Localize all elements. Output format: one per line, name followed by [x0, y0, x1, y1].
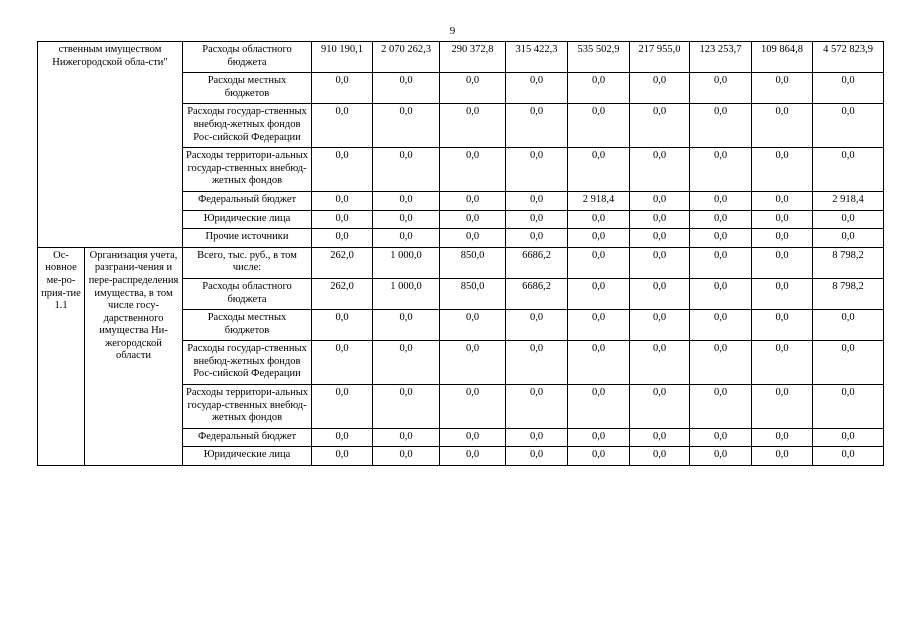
value-cell: 109 864,8 — [752, 42, 813, 73]
value-cell: 0,0 — [690, 310, 752, 341]
value-cell: 0,0 — [312, 447, 373, 466]
value-cell: 910 190,1 — [312, 42, 373, 73]
value-cell: 0,0 — [690, 191, 752, 210]
value-cell: 0,0 — [440, 447, 506, 466]
value-cell: 0,0 — [630, 73, 690, 104]
value-cell: 0,0 — [630, 191, 690, 210]
value-cell: 0,0 — [373, 229, 440, 248]
page-number: 9 — [449, 25, 456, 37]
value-cell: 0,0 — [373, 310, 440, 341]
funding-source-cell: Всего, тыс. руб., в том числе: — [183, 247, 312, 278]
value-cell: 0,0 — [568, 229, 630, 248]
activity-name-cell: Организация учета, разграни-чения и пере-распределения имущества, в том числе госу-дарственного имущества Ни-жегородской области — [85, 247, 183, 465]
value-cell: 0,0 — [813, 310, 884, 341]
value-cell: 0,0 — [312, 148, 373, 192]
value-cell: 0,0 — [690, 341, 752, 385]
value-cell: 0,0 — [813, 148, 884, 192]
value-cell: 2 918,4 — [568, 191, 630, 210]
value-cell: 0,0 — [312, 73, 373, 104]
value-cell: 0,0 — [312, 385, 373, 429]
value-cell: 0,0 — [630, 341, 690, 385]
value-cell: 0,0 — [506, 73, 568, 104]
value-cell: 0,0 — [312, 310, 373, 341]
value-cell: 0,0 — [813, 73, 884, 104]
value-cell: 0,0 — [506, 385, 568, 429]
value-cell: 0,0 — [630, 278, 690, 309]
program-title-cell: ственным имуществом Нижегородской обла-сти" — [38, 42, 183, 248]
value-cell: 0,0 — [440, 341, 506, 385]
value-cell: 2 918,4 — [813, 191, 884, 210]
value-cell: 2 070 262,3 — [373, 42, 440, 73]
value-cell: 0,0 — [690, 247, 752, 278]
value-cell: 0,0 — [568, 148, 630, 192]
value-cell: 0,0 — [312, 229, 373, 248]
value-cell: 0,0 — [506, 104, 568, 148]
value-cell: 0,0 — [752, 428, 813, 447]
value-cell: 0,0 — [752, 278, 813, 309]
value-cell: 0,0 — [752, 210, 813, 229]
value-cell: 0,0 — [373, 148, 440, 192]
value-cell: 0,0 — [440, 385, 506, 429]
value-cell: 0,0 — [813, 104, 884, 148]
value-cell: 0,0 — [630, 447, 690, 466]
funding-source-cell: Юридические лица — [183, 210, 312, 229]
value-cell: 0,0 — [506, 148, 568, 192]
table-body — [38, 42, 884, 466]
value-cell: 315 422,3 — [506, 42, 568, 73]
activity-label-cell: Ос-новное ме-ро-прия-тие 1.1 — [38, 247, 85, 465]
value-cell: 0,0 — [373, 191, 440, 210]
funding-source-cell: Федеральный бюджет — [183, 428, 312, 447]
funding-source-cell: Прочие источники — [183, 229, 312, 248]
funding-source-cell: Расходы государ-ственных внебюд-жетных фондов Рос-сийской Федерации — [183, 341, 312, 385]
value-cell: 0,0 — [630, 229, 690, 248]
value-cell: 0,0 — [752, 73, 813, 104]
funding-source-cell: Расходы местных бюджетов — [183, 73, 312, 104]
value-cell: 8 798,2 — [813, 247, 884, 278]
value-cell: 0,0 — [813, 428, 884, 447]
funding-source-cell: Юридические лица — [183, 447, 312, 466]
value-cell: 0,0 — [752, 229, 813, 248]
value-cell: 0,0 — [630, 148, 690, 192]
value-cell: 6686,2 — [506, 278, 568, 309]
value-cell: 0,0 — [373, 385, 440, 429]
value-cell: 0,0 — [752, 148, 813, 192]
value-cell: 0,0 — [440, 229, 506, 248]
value-cell: 0,0 — [630, 428, 690, 447]
value-cell: 0,0 — [690, 385, 752, 429]
value-cell: 0,0 — [506, 310, 568, 341]
value-cell: 0,0 — [568, 447, 630, 466]
value-cell: 0,0 — [690, 210, 752, 229]
value-cell: 0,0 — [440, 148, 506, 192]
funding-source-cell: Расходы территори-альных государ-ственных внебюд-жетных фондов — [183, 148, 312, 192]
value-cell: 0,0 — [630, 310, 690, 341]
value-cell: 0,0 — [813, 210, 884, 229]
value-cell: 0,0 — [630, 385, 690, 429]
value-cell: 0,0 — [440, 191, 506, 210]
value-cell: 0,0 — [690, 229, 752, 248]
value-cell: 0,0 — [312, 428, 373, 447]
value-cell: 0,0 — [813, 447, 884, 466]
funding-source-cell: Расходы государ-ственных внебюд-жетных фондов Рос-сийской Федерации — [183, 104, 312, 148]
value-cell: 0,0 — [440, 310, 506, 341]
value-cell: 4 572 823,9 — [813, 42, 884, 73]
value-cell: 0,0 — [373, 341, 440, 385]
value-cell: 0,0 — [506, 341, 568, 385]
value-cell: 0,0 — [690, 73, 752, 104]
value-cell: 0,0 — [813, 341, 884, 385]
value-cell: 123 253,7 — [690, 42, 752, 73]
value-cell: 0,0 — [440, 210, 506, 229]
value-cell: 0,0 — [312, 341, 373, 385]
value-cell: 0,0 — [506, 229, 568, 248]
value-cell: 0,0 — [813, 385, 884, 429]
table-row — [38, 247, 884, 278]
value-cell: 0,0 — [312, 210, 373, 229]
value-cell: 0,0 — [752, 385, 813, 429]
value-cell: 0,0 — [752, 247, 813, 278]
value-cell: 0,0 — [568, 278, 630, 309]
value-cell: 262,0 — [312, 247, 373, 278]
value-cell: 0,0 — [690, 148, 752, 192]
value-cell: 0,0 — [373, 428, 440, 447]
value-cell: 8 798,2 — [813, 278, 884, 309]
value-cell: 0,0 — [568, 310, 630, 341]
value-cell: 0,0 — [506, 191, 568, 210]
value-cell: 0,0 — [752, 191, 813, 210]
value-cell: 850,0 — [440, 247, 506, 278]
value-cell: 0,0 — [440, 428, 506, 447]
value-cell: 0,0 — [630, 104, 690, 148]
value-cell: 1 000,0 — [373, 247, 440, 278]
value-cell: 0,0 — [373, 447, 440, 466]
value-cell: 0,0 — [373, 104, 440, 148]
value-cell: 0,0 — [568, 341, 630, 385]
value-cell: 1 000,0 — [373, 278, 440, 309]
table-row — [38, 42, 884, 73]
value-cell: 0,0 — [568, 104, 630, 148]
value-cell: 0,0 — [568, 428, 630, 447]
value-cell: 290 372,8 — [440, 42, 506, 73]
value-cell: 0,0 — [690, 447, 752, 466]
funding-source-cell: Расходы территори-альных государ-ственных внебюд-жетных фондов — [183, 385, 312, 429]
value-cell: 535 502,9 — [568, 42, 630, 73]
value-cell: 0,0 — [440, 73, 506, 104]
funding-source-cell: Расходы областного бюджета — [183, 278, 312, 309]
funding-source-cell: Федеральный бюджет — [183, 191, 312, 210]
value-cell: 0,0 — [568, 385, 630, 429]
value-cell: 0,0 — [630, 210, 690, 229]
funding-source-cell: Расходы местных бюджетов — [183, 310, 312, 341]
value-cell: 6686,2 — [506, 247, 568, 278]
value-cell: 217 955,0 — [630, 42, 690, 73]
value-cell: 0,0 — [630, 247, 690, 278]
value-cell: 0,0 — [813, 229, 884, 248]
value-cell: 0,0 — [752, 310, 813, 341]
value-cell: 262,0 — [312, 278, 373, 309]
value-cell: 0,0 — [690, 104, 752, 148]
value-cell: 0,0 — [506, 428, 568, 447]
value-cell: 0,0 — [312, 191, 373, 210]
funding-source-cell: Расходы областного бюджета — [183, 42, 312, 73]
value-cell: 0,0 — [440, 104, 506, 148]
budget-table — [37, 41, 884, 466]
value-cell: 0,0 — [373, 210, 440, 229]
value-cell: 0,0 — [690, 278, 752, 309]
value-cell: 0,0 — [568, 73, 630, 104]
value-cell: 0,0 — [752, 447, 813, 466]
value-cell: 0,0 — [752, 104, 813, 148]
value-cell: 0,0 — [506, 210, 568, 229]
value-cell: 0,0 — [752, 341, 813, 385]
value-cell: 0,0 — [506, 447, 568, 466]
value-cell: 0,0 — [690, 428, 752, 447]
value-cell: 0,0 — [373, 73, 440, 104]
value-cell: 0,0 — [568, 210, 630, 229]
value-cell: 0,0 — [568, 247, 630, 278]
value-cell: 850,0 — [440, 278, 506, 309]
value-cell: 0,0 — [312, 104, 373, 148]
